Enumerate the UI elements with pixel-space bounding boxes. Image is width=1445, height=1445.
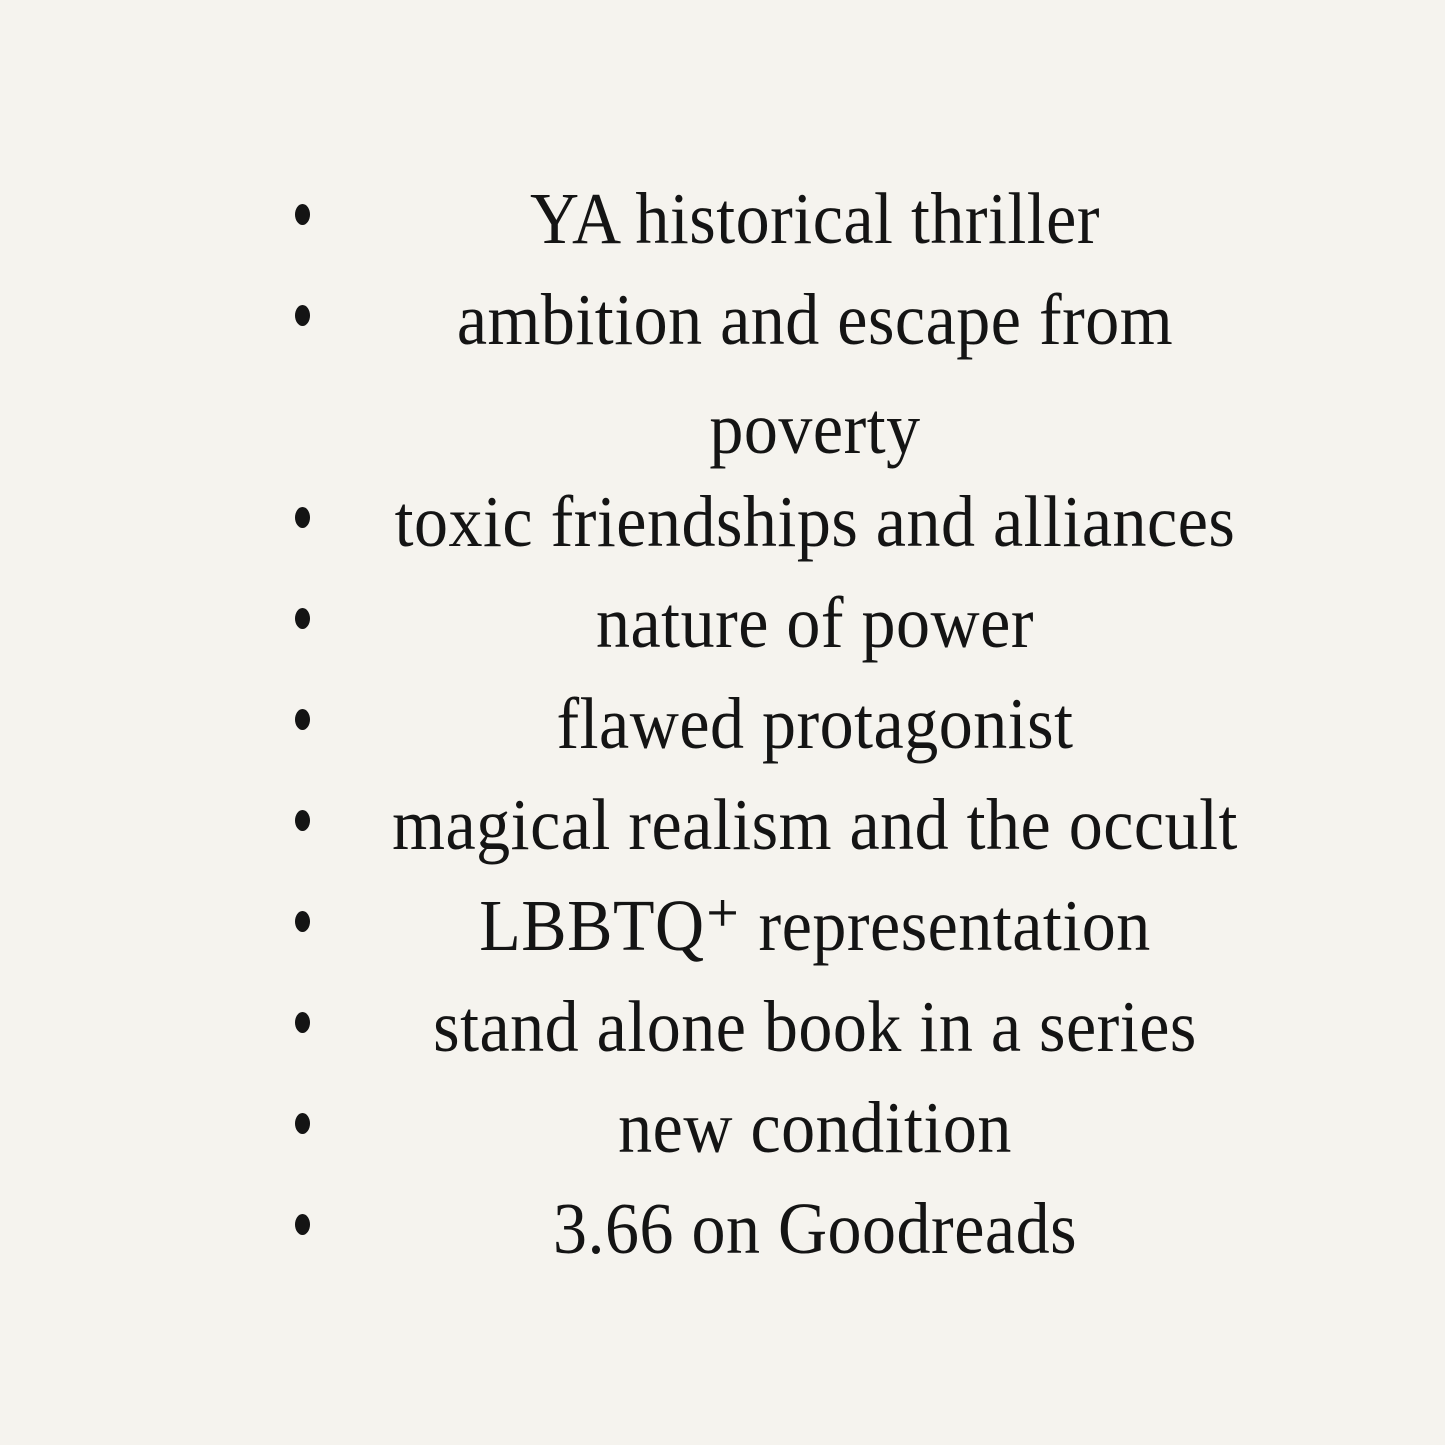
- bullet-dot-icon: [280, 770, 370, 871]
- list-item: [280, 871, 1260, 972]
- list-item-text: YA historical thriller: [529, 176, 1100, 260]
- list-item: [280, 972, 1260, 1073]
- list-item: [280, 1174, 1260, 1275]
- list-item-text: nature of power: [596, 580, 1034, 664]
- list-item-text: stand alone book in a series: [433, 984, 1197, 1068]
- list-item: [280, 770, 1260, 871]
- list-item-text: toxic friendships and alliances: [394, 479, 1236, 563]
- list-item-text: ambition and escape from poverty: [456, 277, 1174, 470]
- list-item-text: LBBTQ⁺ representation: [479, 883, 1151, 967]
- bullet-dot-icon: [280, 1073, 370, 1174]
- list-item: [280, 1073, 1260, 1174]
- list-item-text: new condition: [618, 1085, 1012, 1169]
- bullet-dot-icon: [280, 467, 370, 568]
- bullet-dot-icon: [280, 669, 370, 770]
- bullet-dot-icon: [280, 265, 370, 366]
- bullet-dot-icon: [280, 164, 370, 265]
- bullet-dot-icon: [280, 871, 370, 972]
- bullet-dot-icon: [280, 568, 370, 669]
- list-item-text: 3.66 on Goodreads: [552, 1186, 1078, 1270]
- list-item-text: magical realism and the occult: [392, 782, 1238, 866]
- list-item: [280, 568, 1260, 669]
- list-item-text: flawed protagonist: [556, 681, 1074, 765]
- bullet-dot-icon: [280, 972, 370, 1073]
- book-feature-list: [280, 164, 1260, 1275]
- list-item: [280, 265, 1260, 470]
- bullet-dot-icon: [280, 1174, 370, 1275]
- list-item: [280, 164, 1260, 265]
- list-item: [280, 669, 1260, 770]
- list-item: [280, 467, 1260, 568]
